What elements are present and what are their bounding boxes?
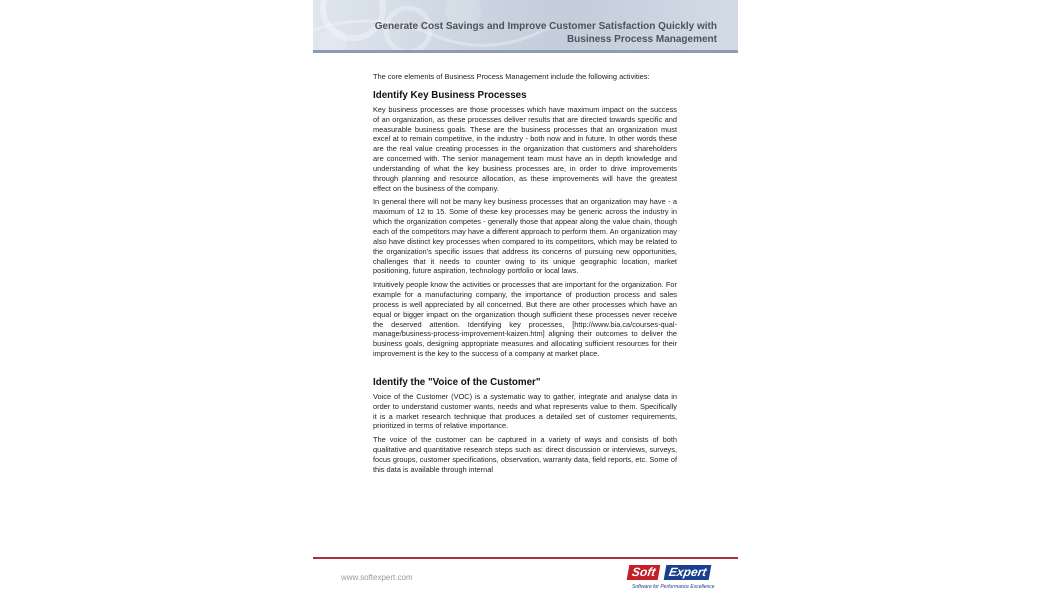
logo-tagline: Software for Performance Excellence — [632, 584, 715, 590]
logo-soft-text: Soft — [627, 565, 661, 580]
paragraph: Intuitively people know the activities or processes that are important for the organization. For example for a manufacturing company, the importance of production process and sales process is well appreciated by all concerned. But there are other processes which have an equal or bigger impact on the organization though sufficient these processes never receive the deserved attention. Identifying key processes, [http://www.bia.ca/courses-qual-manage/business-process-improvement-kaizen.htm] aligning their outcomes to deliver the business goals, designing appropriate measures and allocating sufficient resources for their improvement is the key to the success of a company at market place. — [373, 280, 677, 359]
section-heading-key-processes: Identify Key Business Processes — [373, 89, 527, 101]
paragraph: In general there will not be many key business processes that an organization may have - a maximum of 12 to 15. Some of these key processes may be generic across the industry in which the organization competes - generally those that appear along the value chain, though each of the competitors may have a different approach to perform them. An organization may also have distinct key processes when compared to its competitors, which may be related to the organization's specific issues that address its concerns of pursuing new opportunities, challenges that it needs to counter owing to its unique geographic location, market positioning, future aspiration, technology portfolio or local laws. — [373, 197, 677, 276]
paragraph: The voice of the customer can be captured in a variety of ways and consists of both qualitative and quantitative research steps such as: direct discussion or interviews, surveys, focus groups, customer specifications, observation, warranty data, field reports, etc. Some of this data is available through internal — [373, 435, 677, 474]
footer-url: www.softexpert.com — [341, 573, 413, 582]
section-heading-voice-of-customer: Identify the "Voice of the Customer" — [373, 376, 541, 388]
header-divider — [313, 50, 738, 53]
paragraph: Voice of the Customer (VOC) is a systematic way to gather, integrate and analyse data in order to understand customer wants, needs and what represents value to them. Specifically it is a market research technique that produces a detailed set of customer requirements, prioritized in terms of relative importance. — [373, 391, 677, 431]
footer-divider — [313, 557, 738, 559]
document-body — [373, 72, 677, 479]
softexpert-logo — [628, 565, 718, 593]
intro-paragraph: The core elements of Business Process Management include the following activities: — [373, 72, 650, 81]
paragraph: Key business processes are those processes which have maximum impact on the success of an organization, as these processes deliver results that are directed towards specific and measurable business goals. These are the business processes that an organization must excel at to remain competitive, in the industry - both now and in future. In other words these are the real value creating processes in the organization that customers and shareholders are concerned with. The senior management team must have an in depth knowledge and understanding of what the key business processes are, in order to drive improvements through planning and resource allocation, as these improvements will have the greatest effect on the business of the company. — [373, 104, 677, 193]
document-title-line1: Generate Cost Savings and Improve Customer Satisfaction Quickly with — [374, 21, 717, 32]
document-title-line2: Business Process Management — [566, 34, 717, 45]
page-header — [313, 0, 738, 50]
document-title — [357, 20, 717, 46]
document-page — [313, 0, 738, 600]
logo-expert-text: Expert — [664, 565, 712, 580]
